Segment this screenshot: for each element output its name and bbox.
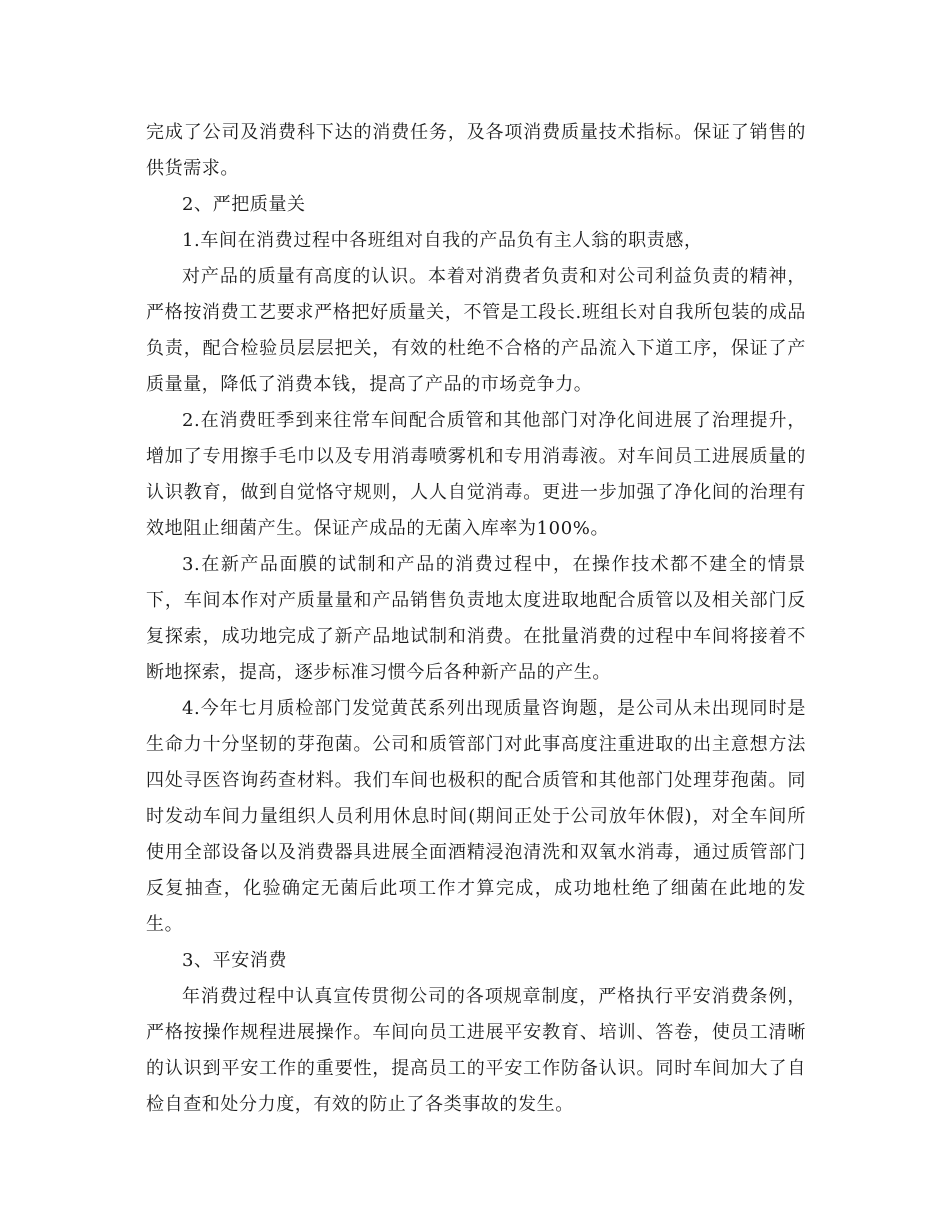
paragraph-safety-body: 年消费过程中认真宣传贯彻公司的各项规章制度，严格执行平安消费条例，严格按操作规程进展操作。车间向员工进展平安教育、培训、答卷，使员工清晰的认识到平安工作的重要性，提高员工的平安工作防备认识。同时车间加大了自检自查和处分力度，有效的防止了各类事故的发生。 bbox=[146, 986, 806, 1115]
paragraph-item-3: 3.在新产品面膜的试制和产品的消费过程中，在操作技术都不建全的情景下，车间本作对产质量量和产品销售负责地太度进取地配合质管以及相关部门反复探索，成功地完成了新产品地试制和消费。在批量消费的过程中车间将接着不断地探索，提高，逐步标准习惯今后各种新产品的产生。 bbox=[146, 554, 806, 683]
section-heading-safety: 3、平安消费 bbox=[182, 950, 288, 971]
paragraph-item-1-lead: 1.车间在消费过程中各班组对自我的产品负有主人翁的职责感， bbox=[182, 230, 703, 251]
paragraph-continuation: 完成了公司及消费科下达的消费任务，及各项消费质量技术指标。保证了销售的供货需求。 bbox=[146, 122, 806, 179]
document-page bbox=[146, 115, 806, 1123]
paragraph-item-2: 2.在消费旺季到来往常车间配合质管和其他部门对净化间进展了治理提升，增加了专用擦手毛巾以及专用消毒喷雾机和专用消毒液。对车间员工进展质量的认识教育，做到自觉恪守规则，人人自觉消毒。更进一步加强了净化间的治理有效地阻止细菌产生。保证产成品的无菌入库率为100%。 bbox=[146, 410, 806, 539]
paragraph-item-4: 4.今年七月质检部门发觉黄芪系列出现质量咨询题，是公司从未出现同时是生命力十分坚韧的芽孢菌。公司和质管部门对此事高度注重进取的出主意想方法四处寻医咨询药查材料。我们车间也极积的配合质管和其他部门处理芽孢菌。同时发动车间力量组织人员利用休息时间(期间正处于公司放年休假)，对全车间所使用全部设备以及消费器具进展全面酒精浸泡清洗和双氧水消毒，通过质管部门反复抽查，化验确定无菌后此项工作才算完成，成功地杜绝了细菌在此地的发生。 bbox=[146, 698, 806, 935]
paragraph-item-1-body: 对产品的质量有高度的认识。本着对消费者负责和对公司利益负责的精神，严格按消费工艺要求严格把好质量关，不管是工段长.班组长对自我所包装的成品负责，配合检验员层层把关，有效的杜绝不合格的产品流入下道工序，保证了产质量量，降低了消费本钱，提高了产品的市场竞争力。 bbox=[146, 266, 806, 395]
section-heading-quality: 2、严把质量关 bbox=[182, 194, 306, 215]
